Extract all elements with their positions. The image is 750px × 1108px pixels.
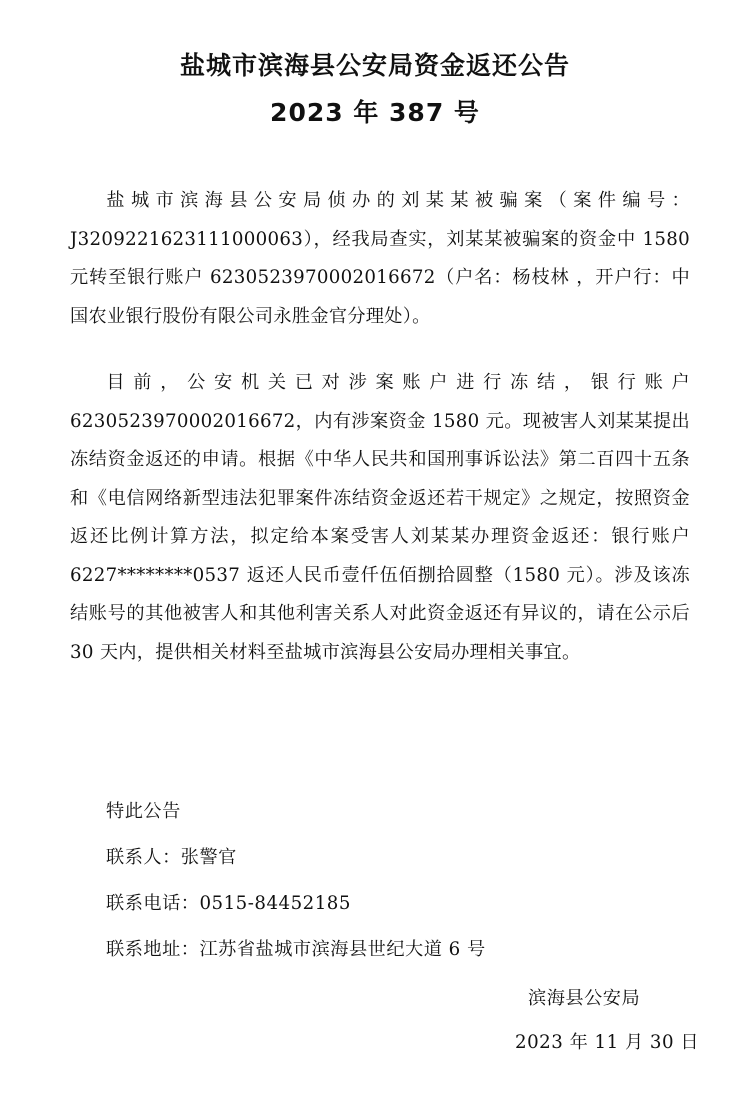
closing-statement: 特此公告 xyxy=(106,801,181,822)
contact-person: 联系人：张警官 xyxy=(106,847,237,868)
contact-address: 联系地址：江苏省盐城市滨海县世纪大道 6 号 xyxy=(106,939,486,960)
signature-date: 2023 年 11 月 30 日 xyxy=(515,1032,700,1053)
notice-title: 盐城市滨海县公安局资金返还公告 xyxy=(179,51,570,80)
notice-number: 2023 年 387 号 xyxy=(270,98,480,127)
signature-organization: 滨海县公安局 xyxy=(528,988,641,1009)
body-paragraph-case-details: 盐城市滨海县公安局侦办的刘某某被骗案（案件编号：J3209221623111000063），经我局查实，刘某某被骗案的资金中 1580 元转至银行账户 6230523970002016672（户名：杨枝林 ，开户行：中国农业银行股份有限公司永胜金官分理处）。 xyxy=(70,190,690,327)
contact-phone: 联系电话：0515-84452185 xyxy=(106,893,351,914)
body-paragraph-refund-details: 目前，公安机关已对涉案账户进行冻结，银行账户 6230523970002016672，内有涉案资金 1580 元。现被害人刘某某提出冻结资金返还的申请。根据《中华人民共和国刑事诉讼法》第二百四十五条和《电信网络新型违法犯罪案件冻结资金返还若干规定》之规定，按照资金返还比例计算方法，拟定给本案受害人刘某某办理资金返还：银行账户 6227********0537 返还人民币壹仟伍佰捌拾圆整（1580 元）。涉及该冻结账号的其他被害人和其他利害关系人对此资金返还有异议的，请在公示后 30 天内，提供相关材料至盐城市滨海县公安局办理相关事宜。 xyxy=(70,372,690,663)
